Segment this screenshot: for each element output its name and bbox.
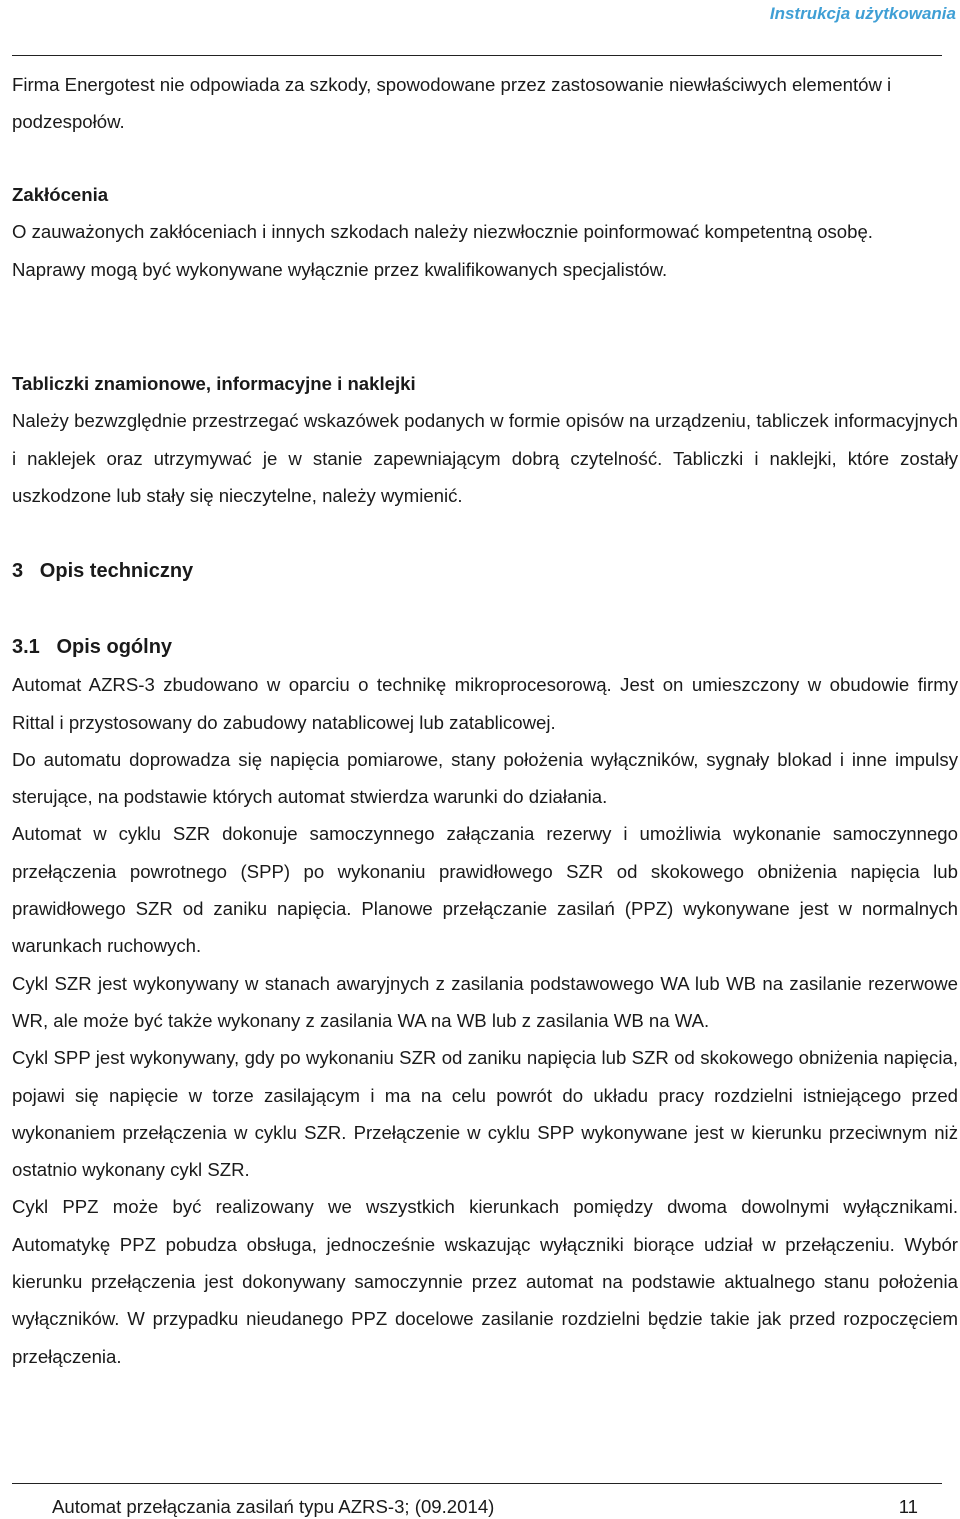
tabliczki-paragraph: Należy bezwzględnie przestrzegać wskazówek podanych w formie opisów na urządzeniu, tabliczek informacyjnych i naklejek oraz utrzymywać je w stanie zapewniającym dobrą czytelność. Tabliczki i naklejki, które zostały uszkodzone lub stały się nieczytelne, należy wymienić. — [12, 410, 958, 506]
intro-paragraph-block — [12, 66, 958, 141]
section-3-heading: 3 Opis techniczny — [12, 560, 194, 582]
section-3-1-heading: 3.1 Opis ogólny — [12, 636, 173, 658]
tabliczki-section — [12, 365, 958, 514]
footer-divider — [12, 1483, 942, 1484]
running-header-title: Instrukcja użytkowania — [769, 4, 956, 23]
section-3-1-paragraph-5: Cykl SPP jest wykonywany, gdy po wykonaniu SZR od zaniku napięcia lub SZR od skokowego obniżenia napięcia, pojawi się napięcie w torze zasilającym i ma na celu powrót do układu pracy rozdzielni istniejącego przed wykonaniem przełączenia w cyklu SZR. Przełączenie w cyklu SPP wykonywane jest w kierunku przeciwnym niż ostatnio wykonany cykl SZR. — [12, 1047, 958, 1181]
section-3-1-paragraph-1: Automat AZRS-3 zbudowano w oparciu o technikę mikroprocesorową. Jest on umieszczony w obudowie firmy Rittal i przystosowany do zabudowy natablicowej lub zatablicowej. — [12, 674, 958, 733]
section-3-1-paragraph-6: Cykl PPZ może być realizowany we wszystkich kierunkach pomiędzy dwoma dowolnymi wyłącznikami. Automatykę PPZ pobudza obsługa, jednocześnie wskazując wyłączniki biorące udział w przełączeniu. Wybór kierunku przełączenia jest dokonywany samoczynnie przez automat na podstawie aktualnego stanu położenia wyłączników. W przypadku nieudanego PPZ docelowe zasilanie rozdzielni będzie takie jak przed rozpoczęciem przełączenia. — [12, 1196, 958, 1367]
section-3-1-paragraph-3: Automat w cyklu SZR dokonuje samoczynnego załączania rezerwy i umożliwia wykonanie samoczynnego przełączenia powrotnego (SPP) po wykonaniu prawidłowego SZR od skokowego obniżenia napięcia lub prawidłowego SZR od zaniku napięcia. Planowe przełączanie zasilań (PPZ) wykonywane jest w normalnych warunkach ruchowych. — [12, 823, 958, 957]
zaklocenia-heading: Zakłócenia — [12, 184, 109, 205]
section-3 — [12, 553, 958, 590]
intro-paragraph: Firma Energotest nie odpowiada za szkody, spowodowane przez zastosowanie niewłaściwych elementów i podzespołów. — [12, 74, 892, 133]
header-divider — [12, 55, 942, 56]
section-3-1 — [12, 629, 958, 1375]
section-3-1-paragraph-2: Do automatu doprowadza się napięcia pomiarowe, stany położenia wyłączników, sygnały blokad i inne impulsy sterujące, na podstawie których automat stwierdza warunki do działania. — [12, 748, 958, 808]
footer-document-title: Automat przełączania zasilań typu AZRS-3; (09.2014) — [52, 1496, 495, 1517]
page-number: 11 — [898, 1496, 918, 1517]
zaklocenia-section — [12, 176, 958, 288]
zaklocenia-paragraph-1: O zauważonych zakłóceniach i innych szkodach należy niezwłocznie poinformować kompetentną osobę. — [12, 221, 873, 243]
zaklocenia-paragraph-2: Naprawy mogą być wykonywane wyłącznie przez kwalifikowanych specjalistów. — [12, 258, 668, 280]
tabliczki-heading: Tabliczki znamionowe, informacyjne i naklejki — [12, 373, 416, 394]
section-3-1-paragraph-4: Cykl SZR jest wykonywany w stanach awaryjnych z zasilania podstawowego WA lub WB na zasilanie rezerwowe WR, ale może być także wykonany z zasilania WA na WB lub z zasilania WB na WA. — [12, 972, 958, 1031]
